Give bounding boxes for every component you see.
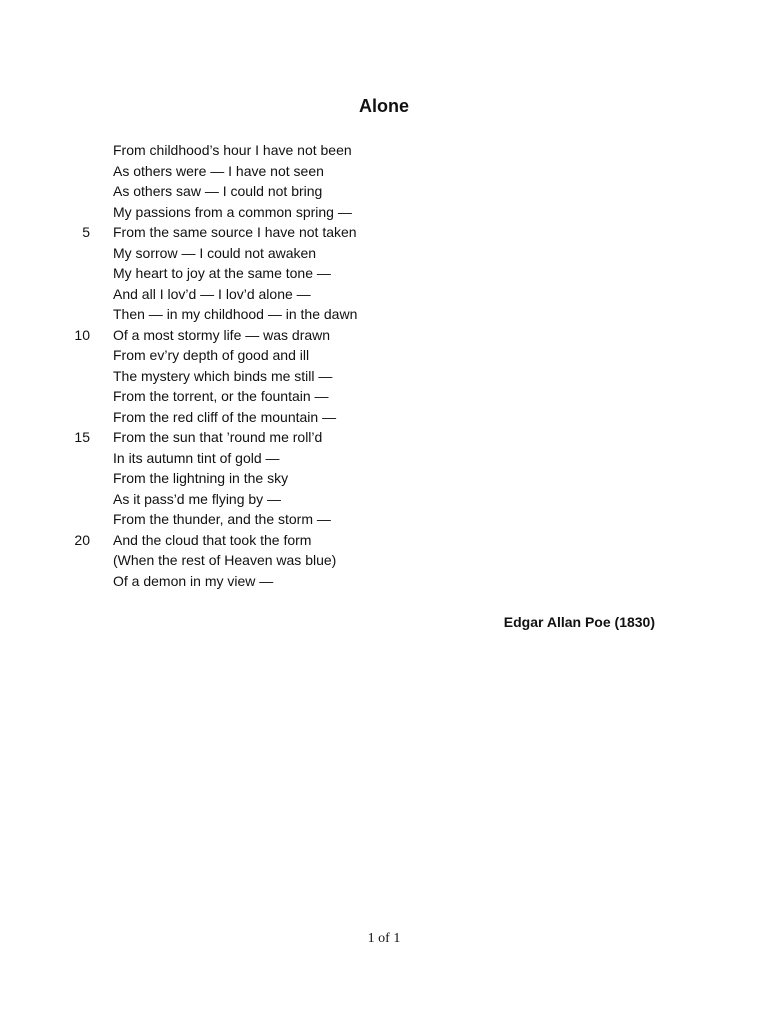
poem-line [0, 448, 768, 469]
poem-line [0, 181, 768, 202]
line-text: From the sun that ’round me roll’d [113, 429, 323, 445]
poem-line [0, 427, 768, 448]
line-text: Then — in my childhood — in the dawn [113, 306, 358, 322]
line-text: (When the rest of Heaven was blue) [113, 552, 337, 568]
line-number: 20 [74, 531, 90, 548]
page-indicator: 1 of 1 [367, 931, 401, 946]
poem-line [0, 202, 768, 223]
poem-body [0, 140, 768, 591]
line-text: As it pass’d me flying by — [113, 490, 282, 507]
line-text: And all I lov’d — I lov’d alone — [113, 285, 311, 302]
line-number: 5 [82, 224, 90, 240]
poem-line [0, 243, 768, 264]
line-text: My heart to joy at the same tone — [113, 265, 331, 281]
poem-line [0, 263, 768, 284]
poem-line [0, 468, 768, 489]
line-text: From the thunder, and the storm — [113, 511, 331, 527]
poem-line [0, 140, 768, 161]
line-number: 15 [74, 429, 90, 445]
poem-line [0, 407, 768, 428]
poem-line [0, 161, 768, 182]
poem-line [0, 530, 768, 551]
poem-line [0, 304, 768, 325]
poem-line [0, 509, 768, 530]
line-text: From the torrent, or the fountain — [113, 388, 329, 404]
poem-line [0, 366, 768, 387]
line-text: Of a most stormy life — was drawn [113, 326, 331, 343]
line-text: My passions from a common spring — [113, 203, 352, 220]
line-text: My sorrow — I could not awaken [113, 244, 317, 261]
poem-attribution: Edgar Allan Poe (1830) [503, 614, 655, 630]
line-text: From childhood’s hour I have not been [113, 142, 352, 158]
line-text: The mystery which binds me still — [113, 367, 333, 384]
line-text: In its autumn tint of gold — [113, 449, 280, 466]
poem-line [0, 386, 768, 407]
line-text: As others saw — I could not bring [113, 183, 323, 199]
line-number: 10 [74, 326, 90, 343]
poem-line [0, 284, 768, 305]
line-text: And the cloud that took the form [113, 531, 312, 548]
line-text: From the same source I have not taken [113, 224, 357, 240]
poem-line [0, 325, 768, 346]
line-text: From the lightning in the sky [113, 470, 289, 486]
poem-line [0, 550, 768, 571]
poem-line [0, 345, 768, 366]
poem-line [0, 571, 768, 592]
poem-title: Alone [358, 96, 409, 116]
line-text: From the red cliff of the mountain — [113, 408, 337, 425]
poem-line [0, 222, 768, 243]
line-text: As others were — I have not seen [113, 162, 324, 179]
line-text: Of a demon in my view — [113, 572, 274, 589]
poem-line [0, 489, 768, 510]
line-text: From ev’ry depth of good and ill [113, 347, 310, 363]
